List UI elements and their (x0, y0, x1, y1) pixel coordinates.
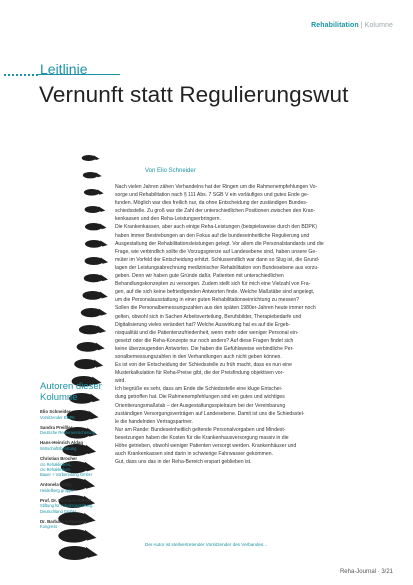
body-line: sorge und Rehabilitation nach § 111 Abs. 7 SGB V ein vorläufiges und gutes Ende ge- (115, 192, 309, 199)
vertebra-body (82, 155, 96, 161)
body-line: sonalbemessungszahlen in den Verhandlungen auch nicht geben können. (115, 353, 282, 360)
author-name: Prof. Dr. Matthias Köhler (40, 497, 92, 503)
body-paragraph (110, 385, 390, 425)
header-separator: | (360, 22, 363, 29)
body-line: nisqualität und die Patientenzufriedenheit, wenn mehr oder weniger Personal ein- (115, 329, 299, 336)
body-line: Ausgestaltung der Rehabilitationsleistungen gelegt. Vor allem die Personalstandards und die (115, 240, 324, 247)
body-line: Nur am Rande: Bundeseinheitlich geltende Personalvorgaben und Mindest- (115, 426, 286, 433)
vertebra-body (81, 308, 102, 317)
author-entry (40, 519, 112, 530)
body-line: gelten, obwohl sich in Sachen Arbeitsverteilung, Berufsbilder, Therapiebedarfe und (115, 313, 302, 320)
author-entry (40, 409, 112, 420)
body-line: Höhe getrieben, obwohl weniger Patienten versorgt werden. Krankenhäuser und (115, 443, 297, 449)
vertebra-body (84, 189, 100, 196)
body-line: um die Personalausstattung in einer guten Rehabilitationseinrichtung zu messen? (115, 297, 300, 304)
author-affiliation: Deutsche Rentenversicherung (40, 430, 96, 436)
author-caption: Der Autor ist stellvertretender Vorsitzender des Verbandes... (145, 542, 268, 547)
body-line: wird. (115, 378, 126, 385)
body-line: geben. Denn wir haben gute Gründe dafür, Patienten mit unterschiedlichen (115, 273, 284, 280)
body-line: Nach vielen Jahren zähen Verhandelns hat der Ringen um die Rahmenempfehlungen Vo- (115, 184, 318, 190)
byline: Von Elio Schneider (145, 168, 196, 174)
body-line: keine überzeugenden Antworten. Die haben die Gefühlsweise verbindliche Per- (115, 345, 294, 352)
author-name: Sandra Preißler (40, 424, 73, 430)
body-line: kenkassen und den Reha-Leistungserbringern. (115, 216, 221, 223)
author-name: Dr. Barbara Kemmerey (40, 518, 88, 524)
vertebra-process (86, 547, 98, 558)
body-line: dung getroffen hat. Die Rahmenempfehlungen sind ein gutes und wichtiges (115, 394, 285, 401)
body-line: Es ist von der Entscheidung der Schiedsstelle zu früh macht, dass es nun eine (115, 362, 292, 369)
body-line: Behandlungskonzepten zu versorgen. Zudem stellt sich für mich eine Vielzahl von Fra- (115, 281, 311, 288)
author-name: Christian Brocher (40, 456, 78, 462)
body-line: gen, auf die sich keine befriedigenden Antworten finde. Welche Maßstäbe sind angelegt, (115, 289, 315, 296)
body-line: Die Krankenkassen, aber auch einige Reha-Leistungen (beispielsweise durch den BDPK) (115, 224, 317, 231)
vertebra-body (84, 274, 103, 282)
vertebra-body (85, 206, 101, 213)
kicker: Leitlinie (40, 61, 88, 77)
vertebra-body (85, 223, 102, 230)
author-entry (40, 498, 112, 514)
body-paragraph (110, 183, 390, 223)
body-line: Frage, wie verbindlich sollte die Vorzugsgrenze auf Landesebene sind, haben unsere Ge- (115, 248, 317, 255)
body-line: müter im Vorfeld der Entscheidung erhitzt. Schlussendlich war dann so Slug ist, die Grund- (115, 256, 320, 263)
article-body (110, 183, 390, 466)
author-affiliation: Vorsitzender BDPK (40, 414, 76, 420)
body-line: besetzungen haben die Kosten für die Krankenhausversorgung massiv in die (115, 434, 289, 441)
sidebar-heading-line: Autoren dieser (40, 381, 102, 392)
vertebra-body (74, 359, 97, 369)
author-affiliation: Deutschland GmbH (40, 508, 76, 514)
body-paragraph (110, 426, 390, 466)
author-name: Antonela Schly (40, 482, 72, 488)
body-line: schiedsstelle. Zu groß war die Zahl der unterschiedlichen Positionen zwischen den Kran- (115, 208, 316, 215)
column-label: Kolumne (364, 22, 393, 29)
body-line: auch Krankenkassen sind darin in schwierige Fahrwasser gekommen. (115, 451, 273, 458)
body-line: Sollen die Personalbemessungszahlen aus den späten 1980er-Jahren heute immer noch (115, 305, 316, 312)
page-header (311, 22, 393, 29)
body-line: funden. Möglich war dies freilich nur, da ohne Entscheidung der zuständigen Bundes- (115, 200, 308, 207)
body-line: Musterkalkulation für Reha-Preise gibt, die der Preisfindung objektiven vor- (115, 370, 285, 377)
author-entry (40, 425, 112, 436)
author-affiliation: Heidelberg gruppe (40, 487, 74, 493)
body-line: Digitalisierung vieles verändert hat? Welche Auswirkung hat es auf die Ergeb- (115, 321, 291, 328)
body-line: zuständigen Versorgungsverträgen auf Landesebene. Damit ist uns die Schiedsstel- (115, 410, 305, 417)
author-entry (40, 440, 112, 451)
vertebra-body (85, 240, 103, 248)
sidebar-heading-line: Kolumne (40, 392, 78, 403)
body-line: Orientierungsmaßstab – der Ausgestaltungsspielraum bei der Vereinbarung (115, 402, 286, 409)
vertebra-body (77, 342, 100, 352)
author-affiliation: Wirtschaftsberatung (40, 445, 77, 451)
vertebra-body (85, 257, 104, 265)
author-affiliation: c/o Rehakliniken (40, 466, 71, 472)
body-line: gesetzt oder die Reha-Konzepte nur noch anders? Auf diese Fragen findet sich (115, 337, 294, 344)
vertebra-body (83, 172, 98, 178)
author-affiliation: Stiftung für Arbeitsgestaltung (40, 503, 93, 509)
author-affiliation: c/o Rehakliniken, (40, 461, 72, 467)
page-footer: Reha-Journal · 3/21 (339, 569, 393, 575)
body-line: le die handelnden Vertragspartner. (115, 418, 193, 425)
section-label: Rehabilitation (311, 22, 359, 29)
body-line: Gut, dass uns das in der Reha-Bereich erspart geblieben ist. (115, 459, 252, 466)
body-line: haben immer Bestrebungen an den Fokus auf die bundeseinheitliche Regulierung und (115, 232, 310, 239)
article-title: Vernunft statt Regulierungswut (39, 82, 349, 107)
author-affiliation: Kongress (40, 524, 58, 530)
vertebra-body (79, 325, 101, 334)
body-line: Ich begrüße es sehr, dass am Ende die Schiedsstelle eine kluge Entschei- (115, 386, 283, 393)
author-list (40, 409, 112, 535)
author-entry (40, 456, 112, 477)
vertebra-body (59, 546, 91, 560)
vertebra-body (83, 291, 103, 300)
author-entry (40, 482, 112, 493)
body-paragraph (110, 223, 390, 385)
author-name: Elio Schneider (40, 409, 71, 414)
sidebar-heading (40, 381, 120, 403)
body-line: lagen der Leistungsabrechnung medizinischer Rehabilitation von Bundesebene aus vorzu- (115, 264, 319, 271)
author-name: Hans-Heinrich Aldag (40, 440, 84, 446)
author-affiliation: Bauer + Vorbereitung GmbH (40, 472, 92, 478)
